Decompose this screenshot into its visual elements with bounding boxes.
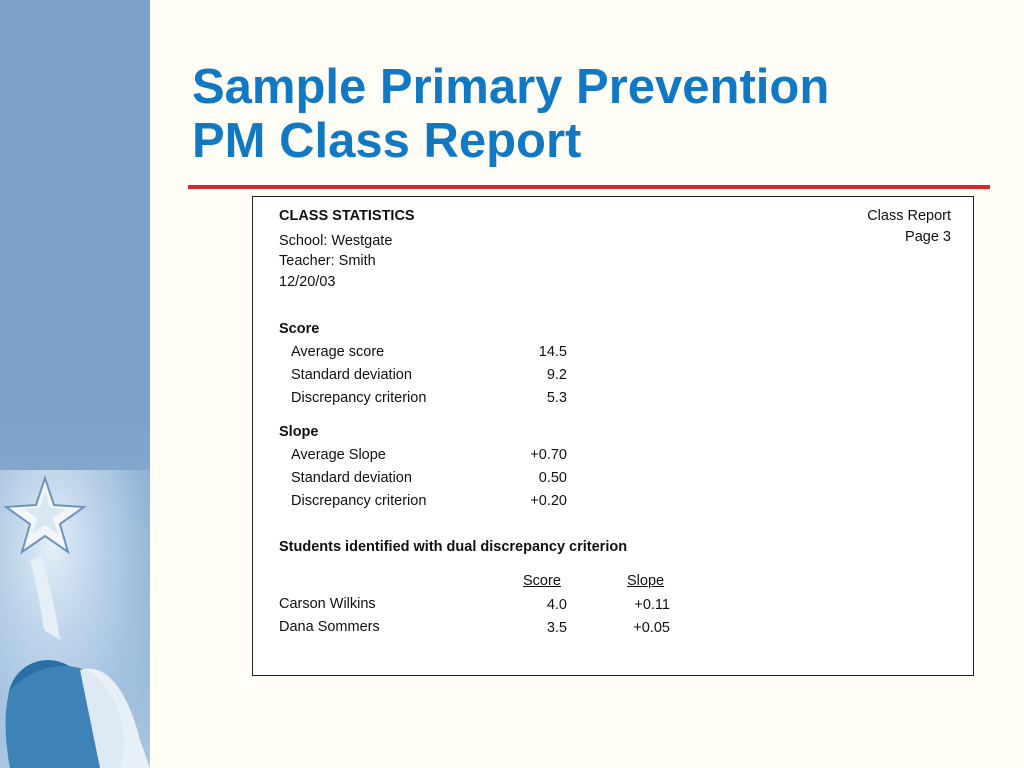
score-stdev-label: Standard deviation xyxy=(291,367,412,383)
class-report-document xyxy=(252,196,974,676)
slide-title xyxy=(192,60,992,168)
slope-section-title: Slope xyxy=(279,424,319,440)
student-name: Dana Sommers xyxy=(279,619,380,635)
score-stdev-value: 9.2 xyxy=(546,367,567,383)
title-divider xyxy=(188,185,990,189)
score-column-header: Score xyxy=(523,573,561,589)
student-name: Carson Wilkins xyxy=(279,596,376,612)
score-criterion-label: Discrepancy criterion xyxy=(291,390,427,406)
slope-stdev-value: 0.50 xyxy=(538,470,567,486)
report-heading: CLASS STATISTICS xyxy=(279,208,415,224)
school-line: School: Westgate xyxy=(279,233,393,249)
slope-criterion-label: Discrepancy criterion xyxy=(291,493,427,509)
slope-average-label: Average Slope xyxy=(291,447,386,463)
slope-stdev-label: Standard deviation xyxy=(291,470,412,486)
score-average-label: Average score xyxy=(291,344,385,360)
identified-students-title: Students identified with dual discrepancy criterion xyxy=(279,539,628,555)
student-slope: +0.05 xyxy=(633,620,670,636)
teacher-line: Teacher: Smith xyxy=(279,253,376,269)
student-score: 3.5 xyxy=(546,620,567,636)
slide-title-line-1: Sample Primary Prevention xyxy=(192,60,830,114)
slope-column-header: Slope xyxy=(627,573,665,589)
report-date: 12/20/03 xyxy=(279,274,336,290)
score-section-title: Score xyxy=(279,321,320,337)
slide-title-line-2: PM Class Report xyxy=(192,114,582,168)
student-slope: +0.11 xyxy=(634,597,670,613)
score-average-value: 14.5 xyxy=(538,344,567,360)
score-criterion-value: 5.3 xyxy=(546,390,567,406)
slope-criterion-value: +0.20 xyxy=(530,493,567,509)
page-label: Page 3 xyxy=(905,229,951,245)
decorative-sidebar xyxy=(0,0,150,768)
star-and-child-illustration xyxy=(0,0,150,768)
report-label: Class Report xyxy=(867,208,951,224)
slope-average-value: +0.70 xyxy=(530,447,567,463)
student-score: 4.0 xyxy=(546,597,567,613)
